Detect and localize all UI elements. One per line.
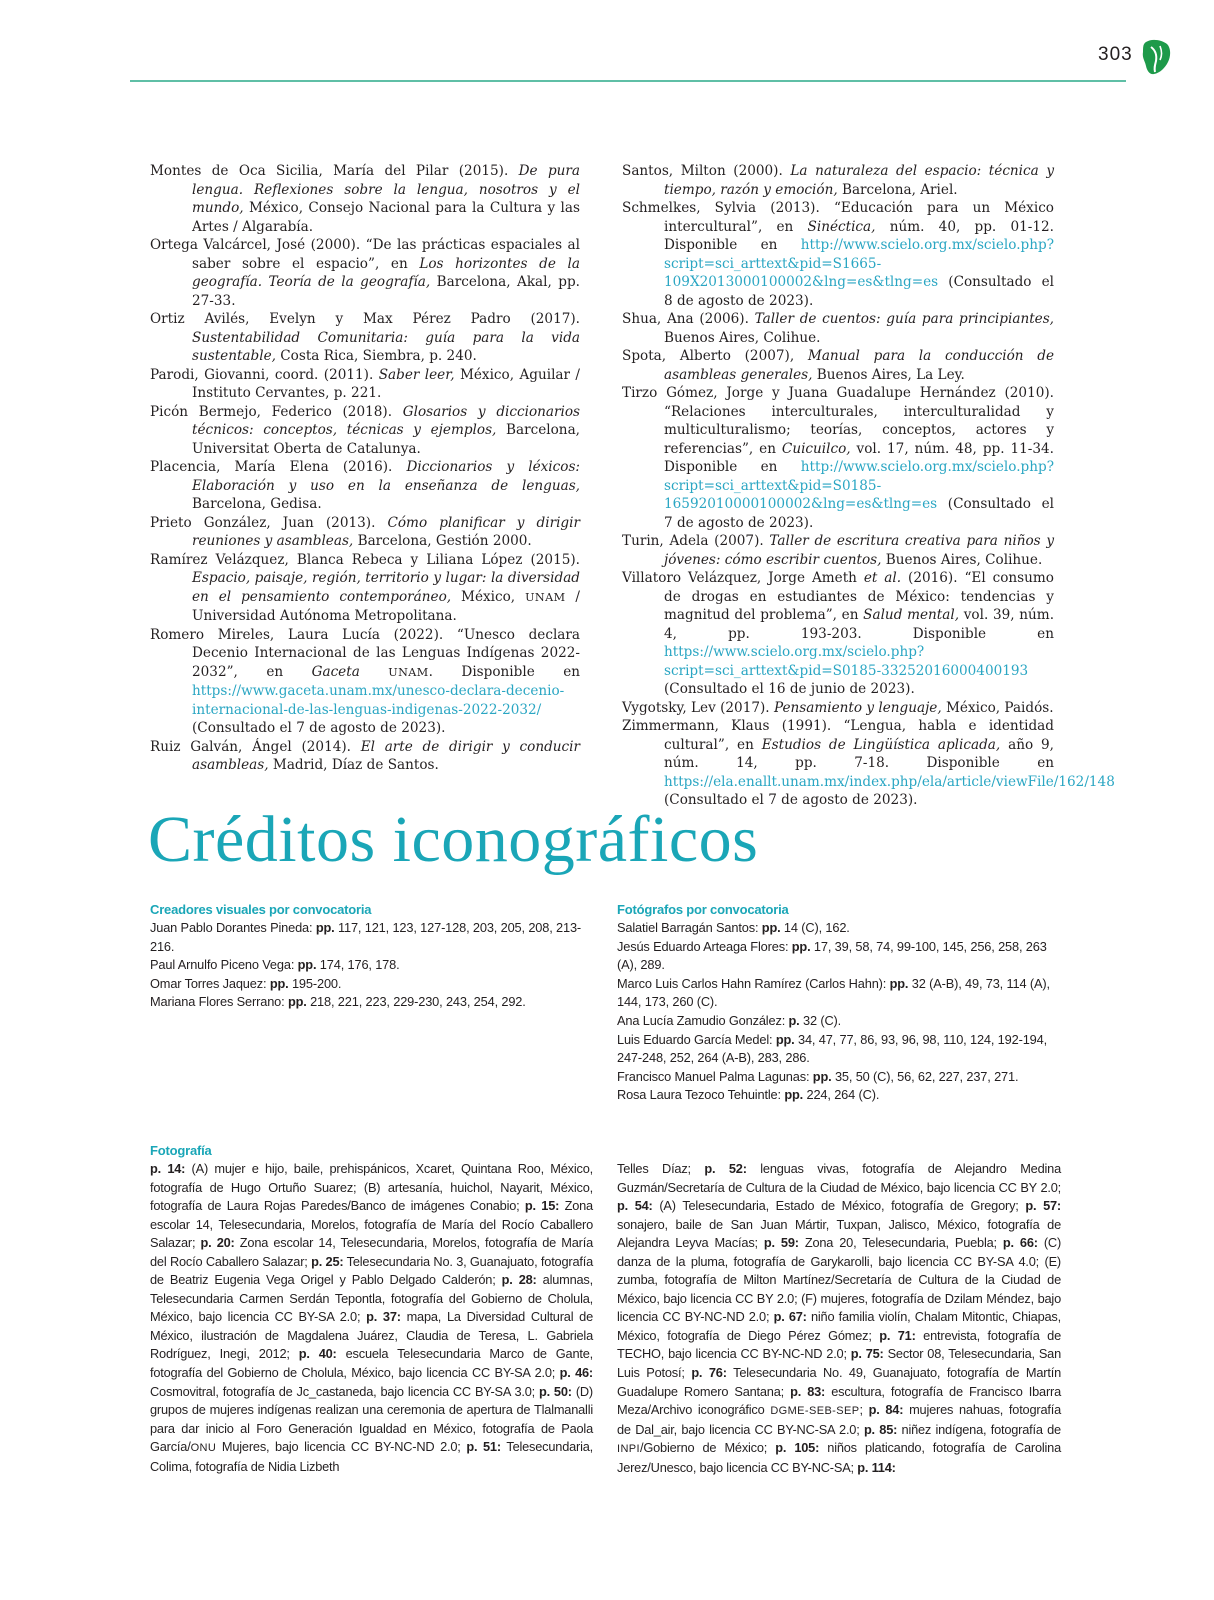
italic-title: La naturaleza del espacio: técnica y tiempo, razón y emoción, xyxy=(664,163,1055,198)
page-number: 303 xyxy=(1098,44,1133,65)
page-reference: p. 57: xyxy=(1025,1198,1061,1214)
italic-title: De pura lengua. Reflexiones sobre la lengua, nosotros y el mundo, xyxy=(192,163,581,216)
page-reference: p. 52: xyxy=(704,1161,747,1176)
text-segment: Santos, Milton (2000). xyxy=(622,163,791,179)
italic-title: Los horizontes de la geografía. Teoría de la geografía, xyxy=(192,255,580,290)
text-segment: Barcelona, Universitat Oberta de Catalunya. xyxy=(192,422,580,457)
credit-name: Omar Torres Jaquez: xyxy=(150,975,270,991)
text-segment: (A) mujer e hijo, baile, prehispánicos, Xcaret, Quintana Roo, México, fotografía de Hugo Ortuño Suarez; (B) artesanía, huichol, Nayarit, México, fotografía de Laura Rojas Paredes/Banco de imágenes Conabio; xyxy=(150,1161,593,1214)
credit-entry xyxy=(150,993,590,1012)
fotografia-section-right xyxy=(617,1160,1061,1477)
credit-name: Paul Arnulfo Piceno Vega: xyxy=(150,957,298,973)
text-segment: Ortiz Avilés, Evelyn y Max Pérez Padro (2017). xyxy=(150,311,580,327)
text-segment: Barcelona, Gedisa. xyxy=(192,496,322,512)
reference-link[interactable]: https://ela.enallt.unam.mx/index.php/ela/article/viewFile/162/148 xyxy=(664,773,1115,790)
text-segment: Zona escolar 14, Telesecundaria, Morelos, fotografía de María del Rocío Caballero Salazar; xyxy=(150,1198,593,1251)
text-segment: Spota, Alberto (2007), xyxy=(622,348,808,364)
text-segment: Romero Mireles, Laura Lucía (2022). “Unesco declara Decenio Internacional de las Lenguas Indígenas 2022-2032”, en xyxy=(150,626,580,680)
text-segment: Shua, Ana (2006). xyxy=(622,311,755,327)
text-segment: año 9, núm. 14, pp. 7-18. Disponible en xyxy=(664,736,1054,771)
text-segment: lenguas vivas, fotografía de Alejandro Medina Guzmán/Secretaría de Cultura de la Ciudad de México, bajo licencia CC BY 2.0; xyxy=(617,1161,1061,1195)
bibliography-entry xyxy=(150,551,580,626)
text-segment: Picón Bermejo, Federico (2018). xyxy=(150,403,403,420)
credit-pages-label: p. xyxy=(788,1012,800,1028)
credit-name: Luis Eduardo García Medel: xyxy=(617,1031,776,1047)
page-reference: p. 14: xyxy=(150,1161,186,1176)
bibliography-entry xyxy=(622,162,1054,199)
text-segment: Mujeres, bajo licencia CC BY-NC-ND 2.0; xyxy=(216,1439,467,1455)
credit-pages-label: pp. xyxy=(791,938,811,954)
bibliography-entry xyxy=(622,569,1054,699)
credit-pages: 224, 264 (C). xyxy=(803,1087,880,1103)
italic-title: Diccionarios y léxicos: Elaboración y uso en la enseñanza de lenguas, xyxy=(192,459,580,494)
small-caps-text: ONU xyxy=(190,1442,217,1455)
page-reference: p. 51: xyxy=(466,1439,501,1455)
italic-title: Taller de escritura creativa para niños y jóvenes: cómo escribir cuentos, xyxy=(664,533,1054,568)
text-segment: escuela Telesecundaria Marco de Gante, fotografía del Gobierno de Cholula, México, bajo licencia CC BY-SA 2.0; xyxy=(150,1346,593,1381)
text-segment: alumnas, Telesecundaria Carmen Serdán Tepontla, fotografía del Gobierno de Cholula, México, bajo licencia CC BY-SA 2.0; xyxy=(150,1272,593,1325)
text-segment: vol. 39, núm. 4, pp. 193-203. Disponible en xyxy=(664,607,1055,642)
text-segment: Buenos Aires, Colihue. xyxy=(664,329,821,346)
fotografos-heading: Fotógrafos por convocatoria xyxy=(617,902,789,917)
text-segment: Turin, Adela (2007). xyxy=(622,533,770,549)
bibliography-entry xyxy=(150,738,580,775)
text-segment: Telesecundaria No. 49, Guanajuato, fotografía de Martín Guadalupe Romero Santana; xyxy=(617,1365,1061,1399)
italic-title: Saber leer, xyxy=(378,366,455,383)
text-segment: (C) danza de la pluma, fotografía de Garykarolli, bajo licencia CC BY-SA 4.0; (E) zumba, fotografía de Milton Martínez/Secretaría de Cultura de la Ciudad de México, bajo licencia CC BY 2.0; (F) mujeres, fotografía de Dzilam Méndez, bajo licencia CC BY-NC-ND 2.0; xyxy=(617,1235,1062,1325)
credit-pages: 32 (C). xyxy=(799,1012,842,1028)
credit-name: Salatiel Barragán Santos: xyxy=(617,920,762,935)
credit-entry xyxy=(617,938,1061,975)
credit-pages-label: pp. xyxy=(889,975,909,991)
page-reference: p. 25: xyxy=(311,1253,344,1269)
text-segment: Costa Rica, Siembra, p. 240. xyxy=(275,348,477,364)
credit-pages: 17, 39, 58, 74, 99-100, 145, 256, 258, 263 (A), 289. xyxy=(617,938,1047,973)
page-reference: p. 50: xyxy=(538,1383,572,1399)
italic-title: Estudios de Lingüística aplicada, xyxy=(761,736,1001,753)
fotografia-heading: Fotografía xyxy=(150,1143,212,1158)
page-reference: p. 20: xyxy=(200,1235,235,1251)
bibliography-entry xyxy=(622,384,1054,532)
credit-entry xyxy=(617,919,1061,938)
fotografia-section-left xyxy=(150,1143,593,1476)
page-reference: p. 84: xyxy=(868,1402,904,1418)
text-segment: niños platicando, fotografía de Carolina Jerez/Unesco, bajo licencia CC BY-NC-SA; xyxy=(617,1440,1061,1475)
credit-pages: 218, 221, 223, 229-230, 243, 254, 292. xyxy=(306,994,526,1010)
page-reference: p. 67: xyxy=(773,1309,807,1325)
credit-pages: 34, 47, 77, 86, 93, 96, 98, 110, 124, 192-194, 247-248, 252, 264 (A-B), 283, 286. xyxy=(617,1031,1048,1066)
page-reference: p. 71: xyxy=(879,1327,916,1343)
credit-pages-label: pp. xyxy=(761,920,781,935)
page-reference: p. 54: xyxy=(617,1198,653,1214)
fotografia-text-right xyxy=(617,1160,1061,1477)
bibliography-entry xyxy=(150,514,580,551)
credit-pages: 35, 50 (C), 56, 62, 227, 237, 271. xyxy=(831,1068,1019,1084)
credit-entry xyxy=(150,919,590,956)
credit-name: Francisco Manuel Palma Lagunas: xyxy=(617,1068,813,1084)
reference-link[interactable]: http://www.scielo.org.mx/scielo.php?script=sci_arttext&pid=S0185-16592010000100002&lng=es&tlng=es xyxy=(664,459,1054,512)
text-segment: México, xyxy=(451,588,526,605)
small-caps-text: INPI xyxy=(617,1443,640,1456)
bibliography-entry xyxy=(150,626,580,738)
italic-title: Cómo planificar y dirigir reuniones y asambleas, xyxy=(192,514,580,549)
text-segment: entrevista, fotografía de TECHO, bajo licencia CC BY-NC-ND 2.0; xyxy=(617,1327,1061,1362)
credit-pages: 117, 121, 123, 127-128, 203, 205, 208, 213-216. xyxy=(150,920,582,954)
page-reference: p. 46: xyxy=(559,1365,593,1381)
italic-title: Manual para la conducción de asambleas generales, xyxy=(664,348,1054,383)
bibliography-entry xyxy=(150,458,580,514)
text-segment: Prieto González, Juan (2013). xyxy=(150,514,388,531)
italic-title: Pensamiento y lenguaje, xyxy=(773,699,942,716)
text-segment: vol. 17, núm. 48, pp. 11-34. Disponible en xyxy=(664,440,1054,475)
text-segment: Zimmermann, Klaus (1991). “Lengua, habla e identidad cultural”, en xyxy=(622,718,1054,753)
text-segment: (A) Telesecundaria, Estado de México, fotografía de Gregory; xyxy=(652,1198,1026,1214)
credit-pages-label: pp. xyxy=(287,994,307,1010)
bibliography-entry xyxy=(150,236,580,310)
bibliography-entry xyxy=(150,366,580,403)
text-segment: (Consultado el 7 de agosto de 2023). xyxy=(192,720,446,736)
page-reference: p. 66: xyxy=(1002,1235,1038,1251)
text-segment: Barcelona, Gestión 2000. xyxy=(353,533,532,549)
credit-name: Marco Luis Carlos Hahn Ramírez (Carlos Hahn): xyxy=(617,975,890,991)
credit-name: Juan Pablo Dorantes Pineda: xyxy=(150,920,316,935)
page-reference: p. 114: xyxy=(857,1459,896,1475)
credit-name: Mariana Flores Serrano: xyxy=(150,994,288,1010)
bibliography-entry xyxy=(622,717,1115,810)
text-segment: Telles Díaz; xyxy=(617,1161,705,1176)
page-reference: p. 37: xyxy=(366,1309,401,1325)
credit-pages-label: pp. xyxy=(775,1031,795,1047)
bibliography-entry xyxy=(622,310,1054,347)
bibliography-entry xyxy=(622,532,1054,569)
credit-entry xyxy=(617,1086,1061,1105)
reference-link[interactable]: http://www.scielo.org.mx/scielo.php?script=sci_arttext&pid=S1665-109X2013000100002&lng=es&tlng=es xyxy=(664,237,1054,290)
text-segment: Zona 20, Telesecundaria, Puebla; xyxy=(798,1235,1003,1251)
text-segment: niñez indígena, fotografía de xyxy=(897,1421,1061,1437)
reference-link[interactable]: https://www.scielo.org.mx/scielo.php?script=sci_arttext&pid=S0185-33252016000400193 xyxy=(664,644,1029,679)
text-segment: mujeres nahuas, fotografía de Dal_air, bajo licencia CC BY-NC-SA 2.0; xyxy=(617,1402,1061,1437)
credit-pages-label: pp. xyxy=(269,975,289,991)
credit-entry xyxy=(150,975,590,994)
italic-title: Glosarios y diccionarios técnicos: conceptos, técnicas y ejemplos, xyxy=(192,403,580,438)
bibliography-entry xyxy=(150,310,580,366)
page-reference: p. 59: xyxy=(763,1235,799,1251)
text-segment: Telesecundaria, Colima, fotografía de Nidia Lizbeth xyxy=(150,1439,594,1474)
credit-pages: 195-200. xyxy=(288,975,342,991)
bibliography-entry xyxy=(622,199,1054,310)
credit-pages: 32 (A-B), 49, 73, 114 (A), 144, 173, 260 (C). xyxy=(617,975,1050,1010)
text-segment: Parodi, Giovanni, coord. (2011). xyxy=(150,366,379,383)
text-segment: Ortega Valcárcel, José (2000). “De las prácticas espaciales al saber sobre el espacio”, en xyxy=(150,237,580,272)
bibliography-right-column xyxy=(622,162,1115,810)
text-segment: núm. 40, pp. 01-12. Disponible en xyxy=(664,218,1054,253)
italic-title: Gaceta xyxy=(311,663,389,680)
credit-entry xyxy=(617,1012,1061,1031)
bibliography-entry xyxy=(622,699,1054,718)
italic-title: El arte de dirigir y conducir asambleas, xyxy=(192,738,580,773)
bibliography-entry xyxy=(150,162,580,236)
text-segment: Placencia, María Elena (2016). xyxy=(150,459,407,475)
page-reference: p. 40: xyxy=(298,1346,337,1362)
italic-title: Taller de cuentos: guía para principiantes, xyxy=(754,311,1054,327)
credit-pages-label: pp. xyxy=(297,957,317,973)
credit-name: Ana Lucía Zamudio González: xyxy=(617,1012,789,1028)
text-segment: Tirzo Gómez, Jorge y Juana Guadalupe Hernández (2010). “Relaciones interculturales, interculturalidad y multiculturalismo; teorías, conceptos, actores y referencias”, en xyxy=(622,385,1054,457)
credit-pages: 14 (C), 162. xyxy=(780,920,850,935)
credit-entry xyxy=(617,1068,1061,1087)
text-segment: (D) grupos de mujeres indígenas realizan una ceremonia de apertura de Tlalmanalli para dar inicio al Foro Generación Igualdad en México, fotografía de Paola García/ xyxy=(150,1383,593,1455)
page-reference: p. 75: xyxy=(850,1346,884,1362)
text-segment: niño familia violín, Chalam Mitontic, Chiapas, México, fotografía de Diego Pérez Gómez; xyxy=(617,1309,1061,1343)
text-segment: México, Paidós. xyxy=(941,699,1054,716)
bibliography-entry xyxy=(622,347,1054,384)
credit-entry xyxy=(150,956,590,975)
text-segment: (2016). “El consumo de drogas en estudiantes de México: tendencias y magnitud del problema”, en xyxy=(664,570,1054,623)
text-segment: México, Aguilar / Instituto Cervantes, p. 221. xyxy=(192,366,581,401)
italic-title: Salud mental, xyxy=(863,607,960,623)
credits-title: Créditos iconográficos xyxy=(148,803,759,876)
text-segment: Madrid, Díaz de Santos. xyxy=(268,757,439,773)
italic-title: Sustentabilidad Comunitaria: guía para la vida sustentable, xyxy=(192,329,580,364)
creadores-list xyxy=(150,919,590,1012)
text-segment: (Consultado el 8 de agosto de 2023). xyxy=(664,274,1054,309)
bibliography-entry xyxy=(150,403,580,459)
text-segment: sonajero, baile de San Juan Mártir, Tuxpan, Jalisco, México, fotografía de Alejandra Leyva Macías; xyxy=(617,1216,1061,1251)
credit-name: Jesús Eduardo Arteaga Flores: xyxy=(617,938,792,954)
creadores-heading: Creadores visuales por convocatoria xyxy=(150,902,372,917)
text-segment: Buenos Aires, La Ley. xyxy=(812,366,965,383)
small-caps-text: UNAM xyxy=(525,590,566,604)
italic-title: Sinéctica, xyxy=(807,218,876,235)
page-reference: p. 85: xyxy=(863,1421,898,1437)
text-segment: Zona escolar 14, Telesecundaria, Morelos, fotografía de María del Rocío Caballero Salazar; xyxy=(150,1235,593,1269)
text-segment: Ruiz Galván, Ángel (2014). xyxy=(150,738,361,755)
text-segment: Sector 08, Telesecundaria, San Luis Potosí; xyxy=(617,1346,1061,1381)
green-leaf-logo-icon xyxy=(1140,38,1172,76)
text-segment: Barcelona, Ariel. xyxy=(837,181,958,198)
credit-entry xyxy=(617,1031,1061,1068)
fotografos-section xyxy=(617,902,1061,1105)
text-segment: (Consultado el 7 de agosto de 2023). xyxy=(664,792,918,808)
italic-title: Cuicuilco, xyxy=(781,440,851,457)
credit-pages-label: pp. xyxy=(784,1087,804,1103)
text-segment: Montes de Oca Sicilia, María del Pilar (2015). xyxy=(150,163,519,179)
bibliography-left-column xyxy=(150,162,580,775)
text-segment: Telesecundaria No. 3, Guanajuato, fotografía de Beatriz Eugenia Vega Origel y Pablo Delgado Calderón; xyxy=(150,1253,593,1288)
page-reference: p. 15: xyxy=(524,1198,560,1214)
text-segment: (Consultado el 16 de junio de 2023). xyxy=(664,681,915,697)
text-segment: Schmelkes, Sylvia (2013). “Educación para un México intercultural”, en xyxy=(622,200,1054,235)
text-segment: escultura, fotografía de Francisco Ibarra Meza/Archivo iconográfico xyxy=(617,1383,1062,1418)
text-segment: / Universidad Autónoma Metropolitana. xyxy=(192,588,580,624)
reference-link[interactable]: https://www.gaceta.unam.mx/unesco-declara-decenio-internacional-de-las-lenguas-indigenas-2022-2032/ xyxy=(192,683,565,718)
credit-name: Rosa Laura Tezoco Tehuintle: xyxy=(617,1087,785,1103)
text-segment: Ramírez Velázquez, Blanca Rebeca y Liliana López (2015). xyxy=(150,551,580,568)
text-segment: Vygotsky, Lev (2017). xyxy=(622,699,774,716)
page-reference: p. 83: xyxy=(790,1383,826,1399)
small-caps-text: DGME-SEB-SEP xyxy=(770,1405,860,1418)
header-rule xyxy=(130,80,1126,82)
italic-title: et al. xyxy=(863,570,902,586)
text-segment: México, Consejo Nacional para la Cultura y las Artes / Algarabía. xyxy=(192,200,580,235)
page-reference: p. 105: xyxy=(775,1440,820,1456)
text-segment: mapa, La Diversidad Cultural de México, ilustración de Magdalena Juárez, Claudia de Teresa, L. Gabriela Rodríguez, Inegi, 2012; xyxy=(150,1309,593,1362)
text-segment: Buenos Aires, Colihue. xyxy=(881,551,1043,568)
text-segment: (Consultado el 7 de agosto de 2023). xyxy=(664,496,1054,531)
small-caps-text: UNAM xyxy=(388,665,429,679)
text-segment: Cosmovitral, fotografía de Jc_castaneda, bajo licencia CC BY-SA 3.0; xyxy=(150,1383,539,1399)
fotografos-list xyxy=(617,919,1061,1105)
page-reference: p. 28: xyxy=(501,1272,537,1288)
text-segment: ; xyxy=(859,1402,869,1418)
creadores-section xyxy=(150,902,590,1012)
text-segment: Villatoro Velázquez, Jorge Ameth xyxy=(622,570,864,586)
text-segment: . Disponible en xyxy=(428,663,581,680)
text-segment: /Gobierno de México; xyxy=(640,1440,776,1456)
text-segment: Barcelona, Akal, pp. 27-33. xyxy=(192,274,580,309)
fotografia-text-left xyxy=(150,1160,593,1476)
credit-entry xyxy=(617,975,1061,1012)
credit-pages-label: pp. xyxy=(812,1068,832,1084)
italic-title: Espacio, paisaje, región, territorio y lugar: la diversidad en el pensamiento contemporáneo, xyxy=(192,570,580,605)
credit-pages-label: pp. xyxy=(315,920,335,935)
page-reference: p. 76: xyxy=(691,1365,727,1381)
credit-pages: 174, 176, 178. xyxy=(316,957,400,973)
